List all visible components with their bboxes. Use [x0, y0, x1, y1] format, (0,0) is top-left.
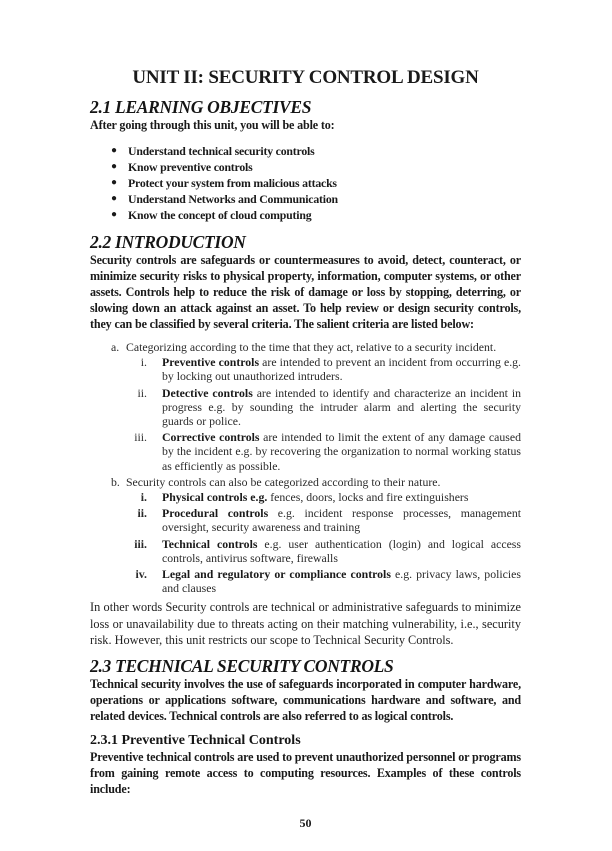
roman-numeral: iii. [134, 430, 147, 445]
technical-paragraph: Technical security involves the use of safeguards incorporated in computer hardware, operations or applications software, communications hardware and software, and related devices. Technical controls are also referred to as logical controls. [90, 676, 521, 723]
term: Detective controls [162, 385, 253, 400]
term: Physical controls e.g. [162, 490, 268, 505]
sub-item [90, 537, 521, 565]
preventive-paragraph: Preventive technical controls are used to prevent unauthorized personnel or programs from gaining remote access to computing resources. Examples of these controls include: [90, 749, 521, 796]
sub-item [90, 567, 521, 595]
bullet-icon: ● [111, 209, 117, 220]
roman-numeral: iv. [135, 567, 147, 582]
list-item [90, 207, 521, 223]
sub-item [90, 355, 521, 383]
heading-learning-objectives: 2.1 LEARNING OBJECTIVES [90, 97, 312, 117]
sub-item [90, 506, 521, 534]
description: e.g. incident response processes, management oversight, security awareness and training [162, 506, 521, 535]
list-item-text: Protect your system from malicious attacks [128, 176, 337, 190]
heading-introduction: 2.2 INTRODUCTION [90, 232, 246, 252]
criteria-text: Categorizing according to the time that they act, relative to a security incident. [126, 340, 497, 354]
list-item [90, 143, 521, 159]
introduction-paragraph: Security controls are safeguards or countermeasures to avoid, detect, counteract, or minimize security risks to physical property, information, computer systems, or other assets. Controls help to reduce the risk of damage or loss by stopping, deterring, or slowing down an attack against an asset. To help review or design security controls, they can be classified by several criteria. The salient criteria are listed below: [90, 253, 521, 331]
list-marker: b. [111, 474, 120, 489]
bullet-icon: ● [111, 161, 117, 172]
description: are intended to prevent an incident from occurring e.g. by locking out unauthorized intruders. [162, 355, 521, 384]
list-marker: a. [111, 340, 120, 354]
description: e.g. user authentication (login) and logical access controls, antivirus software, firewalls [162, 536, 521, 565]
list-item-text: Understand Networks and Communication [128, 192, 338, 206]
description: are intended to limit the extent of any damage caused by the incident e.g. by recovering the organization to normal working status as efficiently as possible. [162, 430, 521, 473]
list-item [90, 159, 521, 175]
heading-technical-controls: 2.3 TECHNICAL SECURITY CONTROLS [90, 655, 394, 676]
objectives-list [90, 143, 521, 223]
roman-numeral: i. [140, 355, 147, 370]
term: Corrective controls [162, 430, 260, 445]
roman-numeral: ii. [137, 385, 147, 400]
roman-numeral: iii. [134, 536, 147, 551]
bullet-icon: ● [111, 193, 117, 204]
roman-numeral: ii. [137, 506, 147, 521]
sub-item [90, 430, 521, 473]
closing-paragraph: In other words Security controls are technical or administrative safeguards to minimize loss or unavailability due to threats acting on their matching vulnerability, i.e., security risk. However, this unit restricts our scope to Technical Security Controls. [90, 600, 521, 648]
sub-item [90, 386, 521, 429]
criteria-item-a [90, 340, 521, 354]
criteria-text: Security controls can also be categorized according to their nature. [126, 474, 441, 489]
description: are intended to identify and characterize an incident in progress e.g. by sounding the intruder alarm and alerting the security guards or police. [162, 385, 522, 429]
sub-item [90, 490, 521, 504]
list-item-text: Understand technical security controls [128, 144, 315, 158]
list-item-text: Know preventive controls [128, 160, 253, 174]
roman-numeral: i. [140, 490, 147, 505]
list-item [90, 191, 521, 207]
criteria-item-b [90, 475, 521, 489]
unit-title: UNIT II: SECURITY CONTROL DESIGN [132, 67, 479, 88]
description: e.g. privacy laws, policies and clauses [162, 567, 522, 596]
term: Technical controls [162, 536, 258, 551]
page-number: 50 [299, 815, 312, 830]
term: Preventive controls [162, 355, 260, 370]
term: Procedural controls [162, 506, 269, 521]
objectives-intro: After going through this unit, you will be able to: [90, 118, 335, 132]
criteria-list [90, 340, 521, 595]
bullet-icon: ● [111, 145, 117, 156]
list-item [90, 175, 521, 191]
heading-preventive-technical-controls: 2.3.1 Preventive Technical Controls [90, 732, 301, 748]
term: Legal and regulatory or compliance controls [162, 567, 391, 582]
bullet-icon: ● [111, 177, 117, 188]
description: fences, doors, locks and fire extinguishers [267, 490, 469, 505]
list-item-text: Know the concept of cloud computing [128, 208, 312, 222]
